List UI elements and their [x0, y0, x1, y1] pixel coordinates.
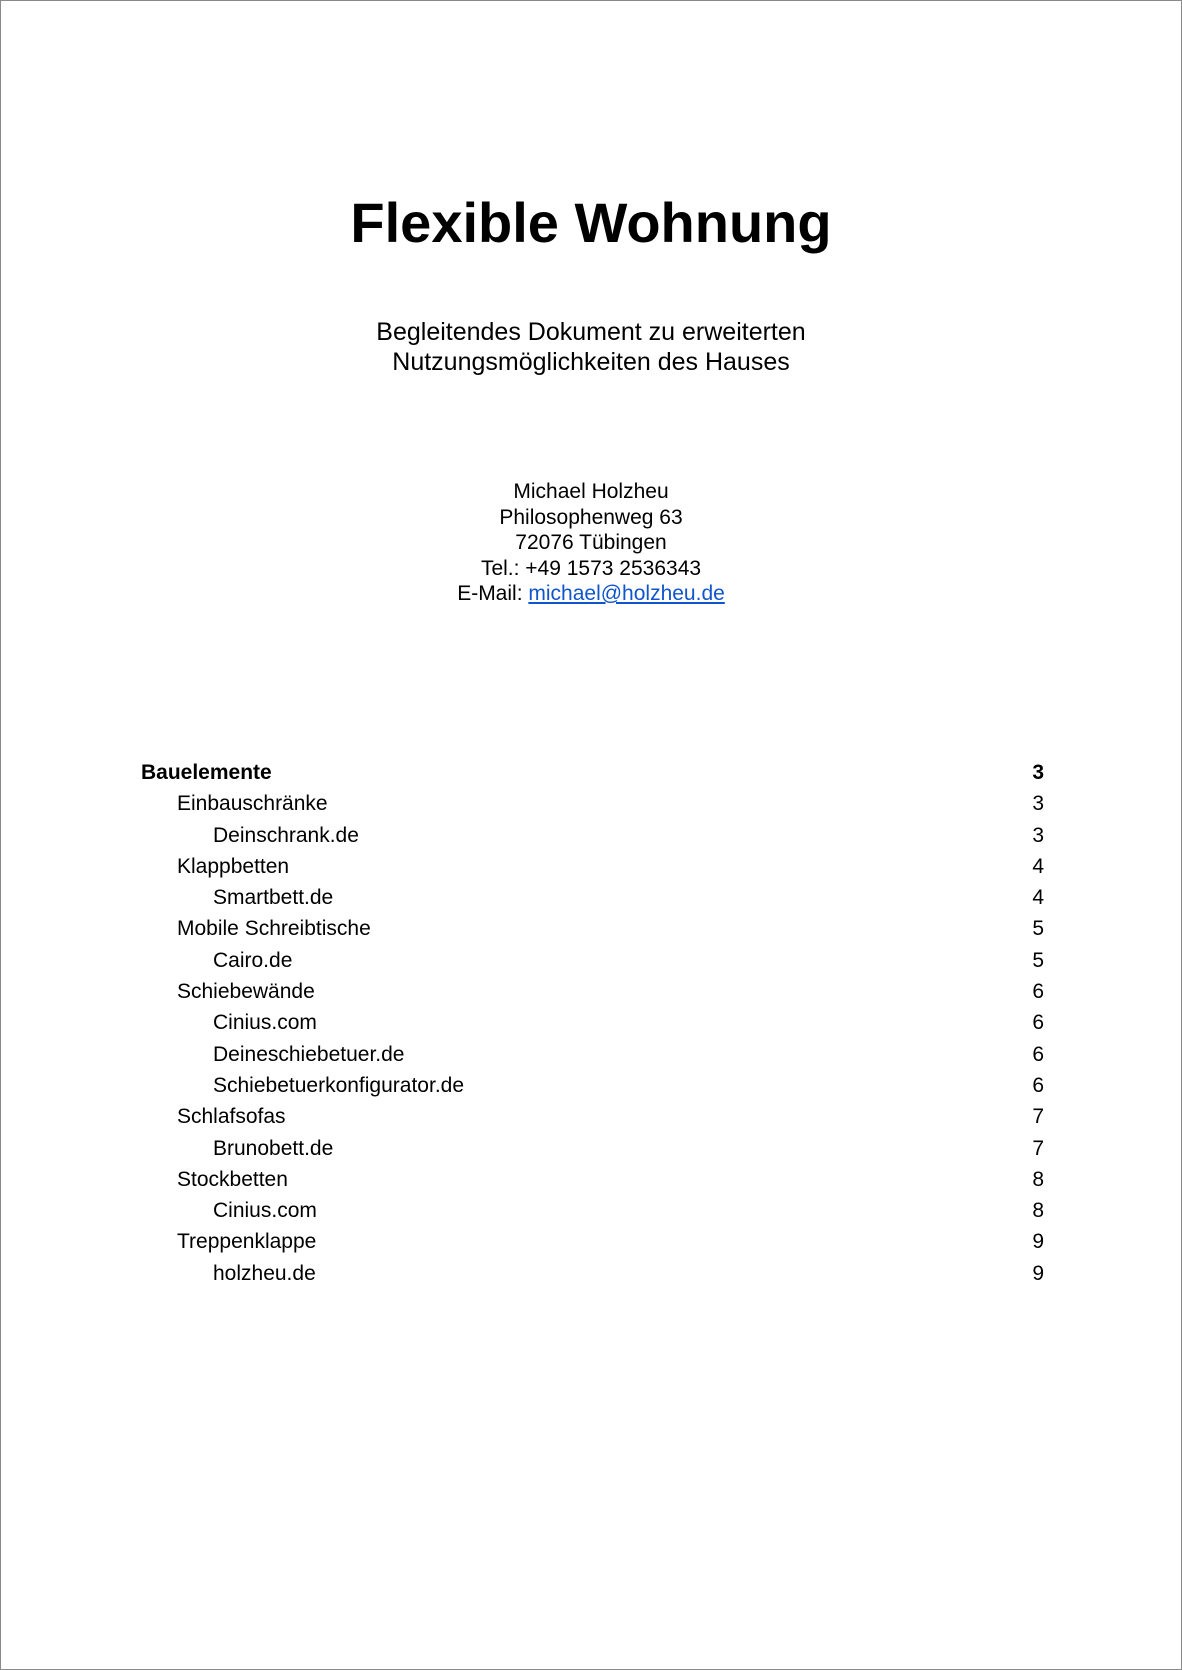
- toc-entry-label: Deinschrank.de: [213, 823, 359, 847]
- toc-entry-page-number: 8: [1032, 1199, 1044, 1223]
- toc-entry[interactable]: [141, 788, 1044, 819]
- toc-entry-page-number: 3: [1032, 792, 1044, 816]
- toc-entry-page-number: 3: [1032, 761, 1044, 784]
- toc-entry-page-number: 8: [1032, 1167, 1044, 1191]
- toc-entry[interactable]: [141, 976, 1044, 1007]
- subtitle-line-2: Nutzungsmöglichkeiten des Hauses: [392, 348, 790, 376]
- contact-email-prefix: E-Mail:: [457, 582, 529, 605]
- toc-entry-page-number: 4: [1032, 886, 1044, 910]
- toc-entry-page-number: 7: [1032, 1105, 1044, 1129]
- toc-entry-label: Schlafsofas: [177, 1105, 286, 1129]
- toc-entry-label: Treppenklappe: [177, 1230, 317, 1254]
- toc-entry-page-number: 9: [1032, 1261, 1044, 1285]
- toc-entry-label: holzheu.de: [213, 1261, 316, 1285]
- toc-entry-page-number: 3: [1032, 823, 1044, 847]
- subtitle-line-1: Begleitendes Dokument zu erweiterten: [376, 318, 806, 346]
- toc-entry[interactable]: [141, 882, 1044, 913]
- toc-entry-page-number: 5: [1032, 948, 1044, 972]
- contact-phone: Tel.: +49 1573 2536343: [480, 556, 702, 580]
- toc-entry-page-number: 6: [1032, 1073, 1044, 1097]
- document-subtitle: [1, 317, 1181, 377]
- toc-entry[interactable]: [141, 1070, 1044, 1101]
- table-of-contents: [141, 757, 1044, 1289]
- toc-entry-page-number: 6: [1032, 1042, 1044, 1066]
- toc-entry[interactable]: [141, 945, 1044, 976]
- toc-entry[interactable]: [141, 1133, 1044, 1164]
- toc-entry-label: Cinius.com: [213, 1011, 317, 1035]
- toc-entry[interactable]: [141, 1007, 1044, 1038]
- contact-city: 72076 Tübingen: [515, 531, 667, 554]
- toc-entry[interactable]: [141, 851, 1044, 882]
- toc-entry-label: Deineschiebetuer.de: [213, 1042, 405, 1066]
- toc-entry-label: Cairo.de: [213, 948, 293, 972]
- contact-street: Philosophenweg 63: [499, 505, 683, 529]
- toc-entry-label: Bauelemente: [141, 761, 272, 784]
- toc-entry-label: Schiebetuerkonfigurator.de: [213, 1073, 465, 1097]
- toc-entry-label: Cinius.com: [213, 1199, 317, 1223]
- contact-block: [1, 479, 1181, 607]
- toc-entry-page-number: 5: [1032, 917, 1044, 941]
- toc-entry[interactable]: [141, 1258, 1044, 1289]
- toc-entry-label: Stockbetten: [177, 1167, 288, 1191]
- toc-entry-label: Einbauschränke: [177, 792, 328, 816]
- toc-entry-page-number: 6: [1032, 980, 1044, 1004]
- toc-entry[interactable]: [141, 1039, 1044, 1070]
- contact-name: Michael Holzheu: [513, 480, 669, 503]
- toc-entry[interactable]: [141, 1226, 1044, 1257]
- toc-entry-label: Schiebewände: [177, 980, 315, 1004]
- email-link[interactable]: michael@holzheu.de: [528, 582, 725, 605]
- toc-entry-page-number: 7: [1032, 1136, 1044, 1160]
- toc-entry-label: Brunobett.de: [213, 1136, 334, 1160]
- toc-entry[interactable]: [141, 820, 1044, 851]
- toc-entry-page-number: 9: [1032, 1230, 1044, 1254]
- toc-entry-label: Smartbett.de: [213, 886, 334, 910]
- toc-entry[interactable]: [141, 1164, 1044, 1195]
- document-title: Flexible Wohnung: [350, 191, 832, 254]
- toc-entry-label: Mobile Schreibtische: [177, 917, 371, 941]
- toc-entry[interactable]: [141, 1195, 1044, 1226]
- contact-email-line: [1, 581, 1181, 607]
- toc-entry[interactable]: [141, 913, 1044, 944]
- toc-entry[interactable]: [141, 1101, 1044, 1132]
- toc-entry-page-number: 6: [1032, 1011, 1044, 1035]
- toc-entry[interactable]: [141, 757, 1044, 788]
- toc-entry-label: Klappbetten: [177, 854, 290, 878]
- toc-entry-page-number: 4: [1032, 854, 1044, 878]
